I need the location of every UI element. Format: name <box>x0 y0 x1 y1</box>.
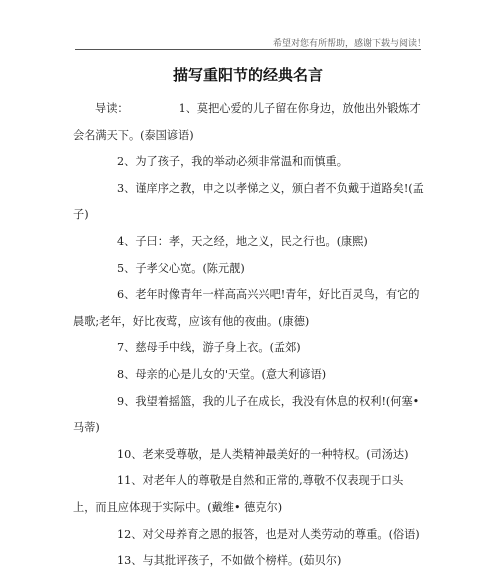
page-title: 描写重阳节的经典名言 <box>172 66 323 84</box>
header-notice: 希望对您有所帮助，感谢下载与阅读！ <box>272 39 426 49</box>
quote-item <box>73 362 425 389</box>
quote-list <box>73 96 425 575</box>
quote-number: 7、 <box>117 341 136 355</box>
quote-number: 11、 <box>117 474 143 488</box>
quote-text: 我望着摇篮，我的儿子在成长，我没有休息的权利!(何塞•马蒂) <box>73 394 420 435</box>
quote-number: 5、 <box>117 261 136 275</box>
quote-item <box>73 548 425 575</box>
quote-text: 谨庠序之教，申之以孝悌之义，颁白者不负戴于道路矣!(孟子) <box>73 181 424 222</box>
quote-number: 2、 <box>117 155 136 169</box>
quote-text: 老来受尊敬，是人类精神最美好的一种特权。(司汤达) <box>142 447 409 461</box>
quote-number: 3、 <box>117 181 136 195</box>
quote-item <box>73 229 425 256</box>
quote-text: 对父母养育之恩的报答，也是对人类劳动的尊重。(俗语) <box>142 527 420 541</box>
quote-number: 12、 <box>117 527 143 541</box>
quote-text: 子孝父心宽。(陈元靓) <box>135 261 245 275</box>
quote-item <box>73 442 425 469</box>
quote-text: 子曰：孝，天之经，地之义，民之行也。(康熙) <box>135 234 368 248</box>
quote-text: 莫把心爱的儿子留在你身边，放他出外锻炼才会名满天下。(泰国谚语) <box>73 102 421 142</box>
quote-text: 母亲的心是儿女的'天堂。(意大利谚语) <box>135 367 327 381</box>
quote-number: 8、 <box>117 367 136 381</box>
quote-item <box>73 389 425 442</box>
quote-number: 6、 <box>117 288 136 302</box>
quote-text: 老年时像青年一样高高兴兴吧!青年，好比百灵鸟，有它的晨歌;老年，好比夜莺，应该有他的夜曲。(康德) <box>73 288 420 328</box>
quote-number: 13、 <box>117 554 143 568</box>
header-divider <box>75 49 421 50</box>
quote-item <box>73 522 425 549</box>
quote-item <box>73 335 425 362</box>
page-header <box>0 0 496 50</box>
quote-item <box>73 282 425 335</box>
quote-item <box>73 176 425 229</box>
quote-text: 对老年人的尊敬是自然和正常的,尊敬不仅表现于口头上，而且应体现于实际中。(戴维• 德克尔) <box>73 474 404 514</box>
quote-item <box>73 468 425 521</box>
quote-text: 与其批评孩子，不如做个榜样。(茹贝尔) <box>142 554 342 568</box>
quote-number: 1、 <box>178 102 197 115</box>
lead-label: 导读： <box>95 102 129 115</box>
quote-number: 9、 <box>117 394 136 408</box>
quote-item <box>73 149 425 176</box>
quote-text: 慈母手中线，游子身上衣。(孟郊) <box>135 341 301 355</box>
quote-item <box>73 256 425 283</box>
quote-text: 为了孩子，我的举动必须非常温和而慎重。 <box>135 155 348 169</box>
quote-number: 10、 <box>117 447 143 461</box>
quote-item <box>73 96 425 149</box>
quote-number: 4、 <box>117 234 136 248</box>
